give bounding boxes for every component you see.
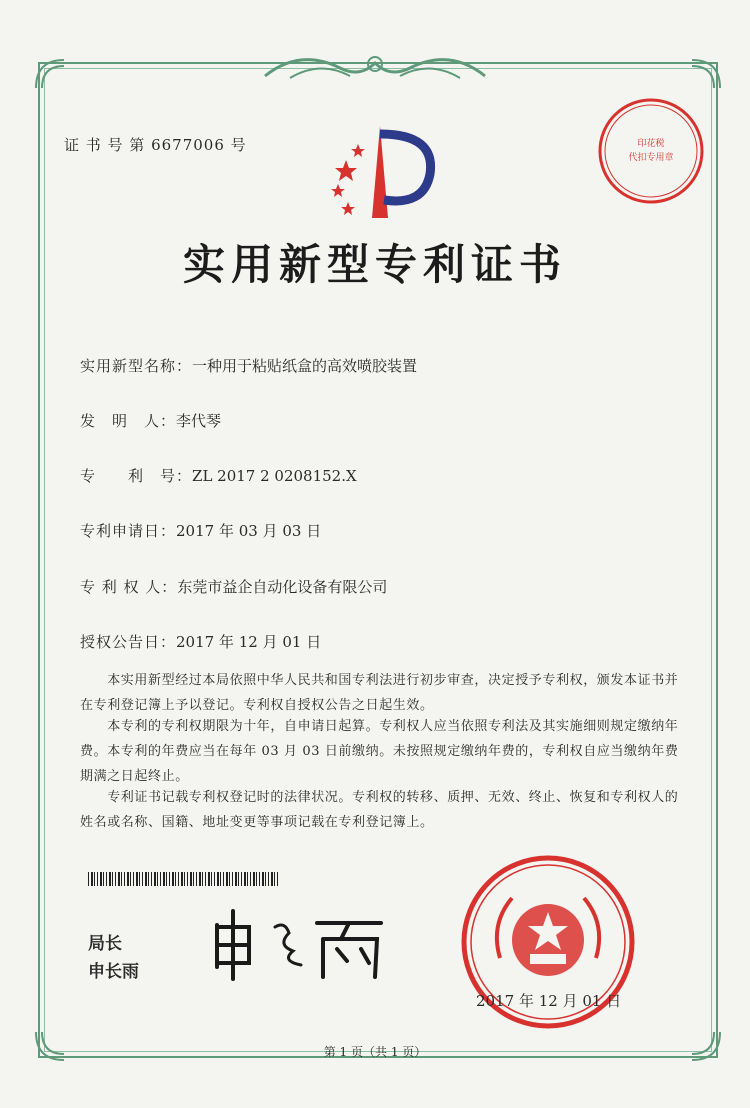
director-signature: [205, 905, 395, 985]
top-ornament: [260, 48, 490, 88]
director-title: 局长: [88, 934, 122, 954]
grant-announcement-date-value: 2017 年 12 月 01 日: [176, 633, 322, 651]
application-date-row: [80, 520, 321, 541]
inventor-value: 李代琴: [176, 412, 222, 430]
director-name: 申长雨: [88, 962, 139, 982]
paragraph-legal-status: 专利证书记载专利权登记时的法律状况。专利权的转移、质押、无效、终止、恢复和专利权人的姓名或名称、国籍、地址变更等事项记载在专利登记簿上。: [80, 790, 679, 830]
patent-number-value: ZL 2017 2 0208152.X: [192, 467, 357, 485]
inventor-row: [80, 410, 221, 431]
certificate-title: 实用新型专利证书: [182, 240, 567, 289]
issue-date: 2017 年 12 月 01 日: [476, 992, 622, 1010]
svg-text:印花税: 印花税: [637, 139, 665, 149]
page-number: 第 1 页（共 1 页）: [323, 1045, 427, 1059]
application-date-value: 2017 年 03 月 03 日: [176, 522, 322, 540]
corner-ornament-top-right: [686, 54, 726, 94]
patentee-label: 专 利 权 人：: [80, 578, 178, 596]
application-date-label: 专利申请日：: [80, 522, 177, 540]
svg-text:代扣专用章: 代扣专用章: [628, 153, 674, 163]
patentee-value: 东莞市益企自动化设备有限公司: [177, 578, 388, 596]
barcode: [88, 872, 278, 886]
paragraph-term: 本专利的专利权期限为十年，自申请日起算。专利权人应当依照专利法及其实施细则规定缴纳年费。本专利的年费应当在每年 03 月 03 日前缴纳。未按照规定缴纳年费的，专利权自应当缴纳年费期满之日起终止。: [80, 719, 679, 784]
director-block: [88, 930, 139, 986]
patentee-row: [80, 576, 387, 597]
utility-model-name-label: 实用新型名称：: [80, 357, 193, 375]
corner-ornament-top-left: [30, 54, 70, 94]
patent-number-row: [80, 465, 357, 486]
certificate-number: 证 书 号 第 6677006 号: [64, 136, 247, 154]
patent-number-label: 专 利 号：: [80, 467, 193, 485]
utility-model-name-row: [80, 355, 417, 376]
utility-model-name-value: 一种用于粘贴纸盒的高效喷胶装置: [192, 357, 418, 375]
inventor-label: 发 明 人：: [80, 412, 177, 430]
tax-seal: [596, 96, 706, 206]
grant-announcement-date-label: 授权公告日：: [80, 633, 177, 651]
patent-office-logo: [318, 122, 438, 222]
grant-announcement-date-row: [80, 631, 321, 652]
paragraph-grant: 本实用新型经过本局依照中华人民共和国专利法进行初步审查，决定授予专利权，颁发本证书并在专利登记簿上予以登记。专利权自授权公告之日起生效。: [80, 673, 679, 713]
